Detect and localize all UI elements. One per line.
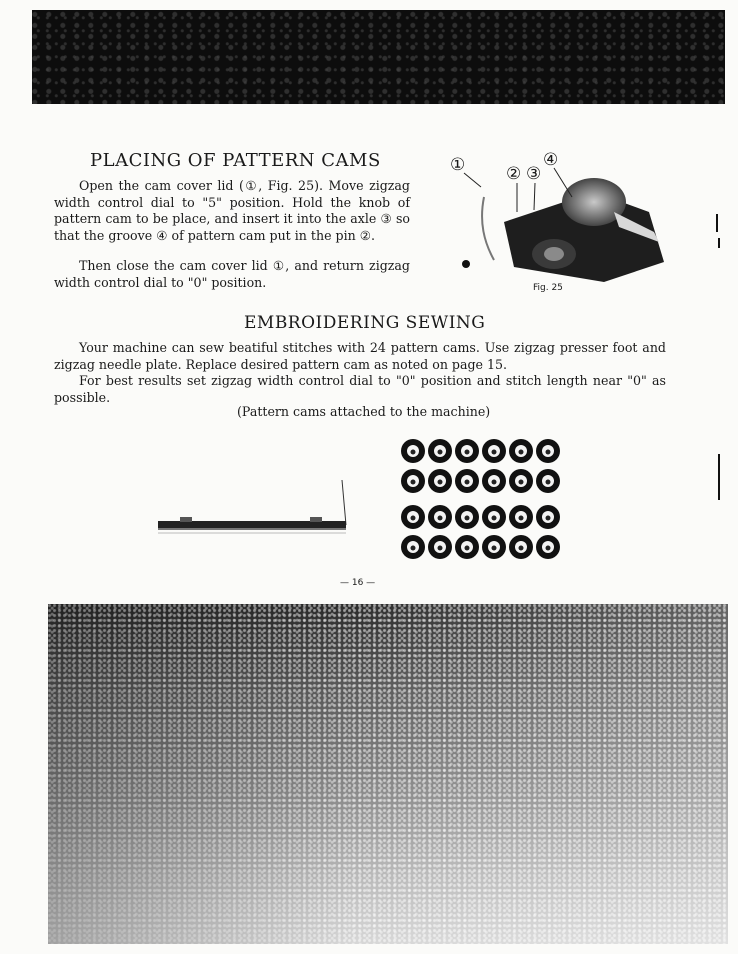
margin-mark (716, 214, 718, 232)
pattern-cam (509, 439, 533, 463)
pattern-cam (455, 535, 479, 559)
pattern-cam (428, 439, 452, 463)
pattern-cam (401, 439, 425, 463)
callout-2: ② (506, 164, 522, 184)
pattern-cam (536, 535, 560, 559)
machine-side-image (150, 470, 360, 550)
callout-4: ④ (543, 150, 559, 170)
scanned-dark-band-top (32, 10, 725, 104)
margin-mark (718, 454, 720, 500)
pattern-cams-grid (398, 436, 564, 566)
pattern-cam (428, 535, 452, 559)
pattern-cam (401, 535, 425, 559)
pattern-cam (455, 505, 479, 529)
pattern-cam (536, 439, 560, 463)
embroidering-paragraph-1: Your machine can sew beatiful stitches with 24 pattern cams. Use zigzag presser foot and zigzag needle plate. Replace desired pattern cam as noted on page 15. (54, 340, 666, 372)
embroidering-paragraph-2: For best results set zigzag width control dial to "0" position and stitch length near "0" as possible. (54, 373, 666, 405)
pattern-cam (482, 505, 506, 529)
pattern-cam (428, 469, 452, 493)
callout-1: ① (450, 155, 466, 175)
pattern-cam (509, 505, 533, 529)
placing-paragraph-2: Then close the cam cover lid ①, and return zigzag width control dial to "0" position. (54, 258, 410, 290)
pattern-cam (482, 469, 506, 493)
pattern-cam (401, 505, 425, 529)
pattern-cam (401, 469, 425, 493)
pattern-cams-caption: (Pattern cams attached to the machine) (237, 404, 491, 419)
callout-3: ③ (526, 164, 542, 184)
pattern-cam (428, 505, 452, 529)
page-number: — 16 — (340, 578, 376, 588)
placing-paragraph-1: Open the cam cover lid (①, Fig. 25). Move zigzag width control dial to "5" position. Hold the knob of pattern cam to be place, and insert it into the axle ③ so that the groove ④ of pattern cam put in the pin ②. (54, 178, 410, 243)
section-title-placing-pattern-cams: PLACING OF PATTERN CAMS (90, 150, 381, 171)
pattern-cam (455, 469, 479, 493)
scanned-grainy-band-bottom (48, 604, 728, 944)
pattern-cam (509, 535, 533, 559)
pattern-cam (536, 469, 560, 493)
pattern-cam (482, 439, 506, 463)
pattern-cam (455, 439, 479, 463)
pattern-cam (482, 535, 506, 559)
margin-mark (718, 238, 720, 248)
pattern-cam (536, 505, 560, 529)
section-title-embroidering-sewing: EMBROIDERING SEWING (244, 313, 486, 333)
figure-25-caption: Fig. 25 (533, 283, 563, 293)
pattern-cam (509, 469, 533, 493)
